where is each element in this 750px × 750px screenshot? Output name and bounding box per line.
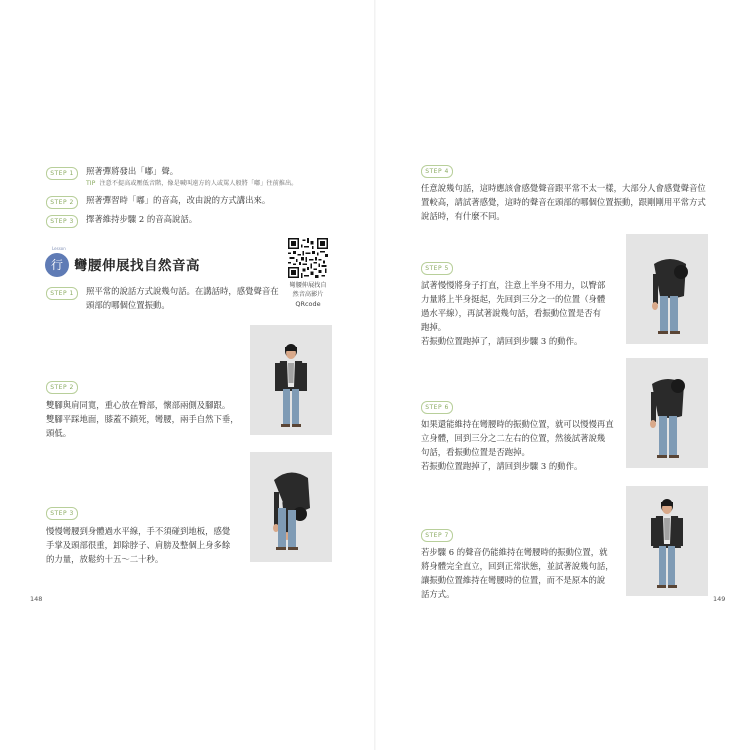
exercise-step-2-badge: STEP 2 bbox=[46, 381, 78, 394]
bending-figure-icon bbox=[250, 452, 332, 562]
page-number-right: 149 bbox=[713, 595, 726, 603]
qr-code-icon[interactable] bbox=[288, 238, 328, 278]
text-line: 如果還能維持在彎腰時的振動位置，就可以慢慢再直 bbox=[421, 419, 614, 429]
text-line: 說話時，有什麼不同。 bbox=[421, 211, 505, 221]
text-line: 跑掉。 bbox=[421, 322, 447, 332]
qr-caption bbox=[274, 281, 342, 299]
photo-step-7 bbox=[626, 486, 708, 596]
text-line: 過水平線），再試著說幾句話，看振動位置是否有 bbox=[421, 308, 602, 318]
exercise-step-1-text bbox=[86, 284, 279, 312]
tip-label: TIP bbox=[86, 180, 96, 187]
text-line: 話方式。 bbox=[421, 589, 455, 599]
step-7-badge: STEP 7 bbox=[421, 529, 453, 542]
tip-text: 注意不提高或壓低音階，像是喊叫遠方的人或罵人般將「嘟」往前推出。 bbox=[99, 180, 298, 187]
step-6-text bbox=[421, 417, 614, 473]
text-line: 句話，看振動位置是否跑掉。 bbox=[421, 447, 530, 457]
text-line: 讓振動位置維持在彎腰時的位置，而不是原本的說 bbox=[421, 575, 606, 585]
upright-figure-icon bbox=[626, 486, 708, 596]
exercise-step-3-badge: STEP 3 bbox=[46, 507, 78, 520]
step-2-text: 照著彈習時「嘟」的音高，改由說的方式講出來。 bbox=[86, 195, 271, 205]
step-7-text bbox=[421, 545, 614, 601]
tip-note bbox=[86, 179, 336, 188]
exercise-step-2-text bbox=[46, 398, 239, 440]
text-line: 若振動位置跑掉了，請回到步驟 3 的動作。 bbox=[421, 461, 583, 471]
text-line: 試著慢慢將身子打直，注意上半身不用力，以臀部 bbox=[421, 280, 606, 290]
step-1-text: 照著彈將發出「嘟」聲。 bbox=[86, 166, 179, 176]
text-line: 若步驟 6 的聲音仍能維持在彎腰時的振動位置，就 bbox=[421, 547, 608, 557]
text-line: 雙腳平踩地面，膝蓋不鎖死，彎腰，兩手自然下垂， bbox=[46, 414, 239, 424]
text-line: 頭部的哪個位置振動。 bbox=[86, 300, 170, 310]
text-line: 立身體，回到三分之二左右的位置，然後試著說幾 bbox=[421, 433, 606, 443]
text-line: 頭低。 bbox=[46, 428, 72, 438]
text-line: 照平常的說話方式說幾句話。在講話時，感覺聲音在 bbox=[86, 286, 279, 296]
text-line: 將身體完全直立，回到正常狀態，並試著說幾句話， bbox=[421, 561, 614, 571]
exercise-step-3-text bbox=[46, 524, 230, 566]
section-kicker: Lesson bbox=[52, 246, 66, 251]
photo-step-5 bbox=[626, 234, 708, 344]
exercise-step-1-badge: STEP 1 bbox=[46, 287, 78, 300]
photo-step-6 bbox=[626, 358, 708, 468]
text-line: 任意說幾句話，這時應該會感覺聲音跟平常不太一樣，大部分人會感覺聲音位 bbox=[421, 183, 706, 193]
right-page bbox=[375, 0, 750, 750]
step-6-badge: STEP 6 bbox=[421, 401, 453, 414]
text-line: 雙腳與肩同寬，重心放在臀部，懷部兩側及腳跟。 bbox=[46, 400, 231, 410]
page-number-left: 148 bbox=[30, 595, 43, 603]
step-2-badge: STEP 2 bbox=[46, 196, 78, 209]
step-5-text bbox=[421, 278, 605, 348]
step-3-badge: STEP 3 bbox=[46, 215, 78, 228]
step-3-text: 擇著維持步驟 2 的音高說話。 bbox=[86, 214, 198, 224]
text-line: 若振動位置跑掉了，請回到步驟 3 的動作。 bbox=[421, 336, 583, 346]
qr-caption-line1: 彎腰伸展找自 bbox=[289, 282, 327, 289]
step-1-badge: STEP 1 bbox=[46, 167, 78, 180]
text-line: 的力量，放鬆約十五～二十秒。 bbox=[46, 554, 164, 564]
photo-standing bbox=[250, 325, 332, 435]
photo-bending bbox=[250, 452, 332, 562]
text-line: 手掌及頭部很重，卸除脖子、肩膀及整個上身多餘 bbox=[46, 540, 231, 550]
step-4-badge: STEP 4 bbox=[421, 165, 453, 178]
rising-figure-icon bbox=[626, 358, 708, 468]
standing-figure-icon bbox=[250, 325, 332, 435]
section-icon: 行 bbox=[45, 253, 69, 277]
text-line: 慢慢彎腰到身體過水平線，手不須碰到地板，感覺 bbox=[46, 526, 231, 536]
half-bent-figure-icon bbox=[626, 234, 708, 344]
text-line: 置較高，請試著感覺，這時的聲音在頭部的哪個位置振動，跟剛剛用平常方式 bbox=[421, 197, 706, 207]
section-title: 彎腰伸展找自然音高 bbox=[74, 258, 200, 274]
text-line: 力量將上半身挺起，先回到三分之一的位置（身體 bbox=[421, 294, 606, 304]
qr-code-label: QRcode bbox=[295, 300, 321, 308]
qr-caption-line2: 然音高影片 bbox=[292, 291, 324, 298]
step-5-badge: STEP 5 bbox=[421, 262, 453, 275]
step-4-text bbox=[421, 181, 706, 223]
